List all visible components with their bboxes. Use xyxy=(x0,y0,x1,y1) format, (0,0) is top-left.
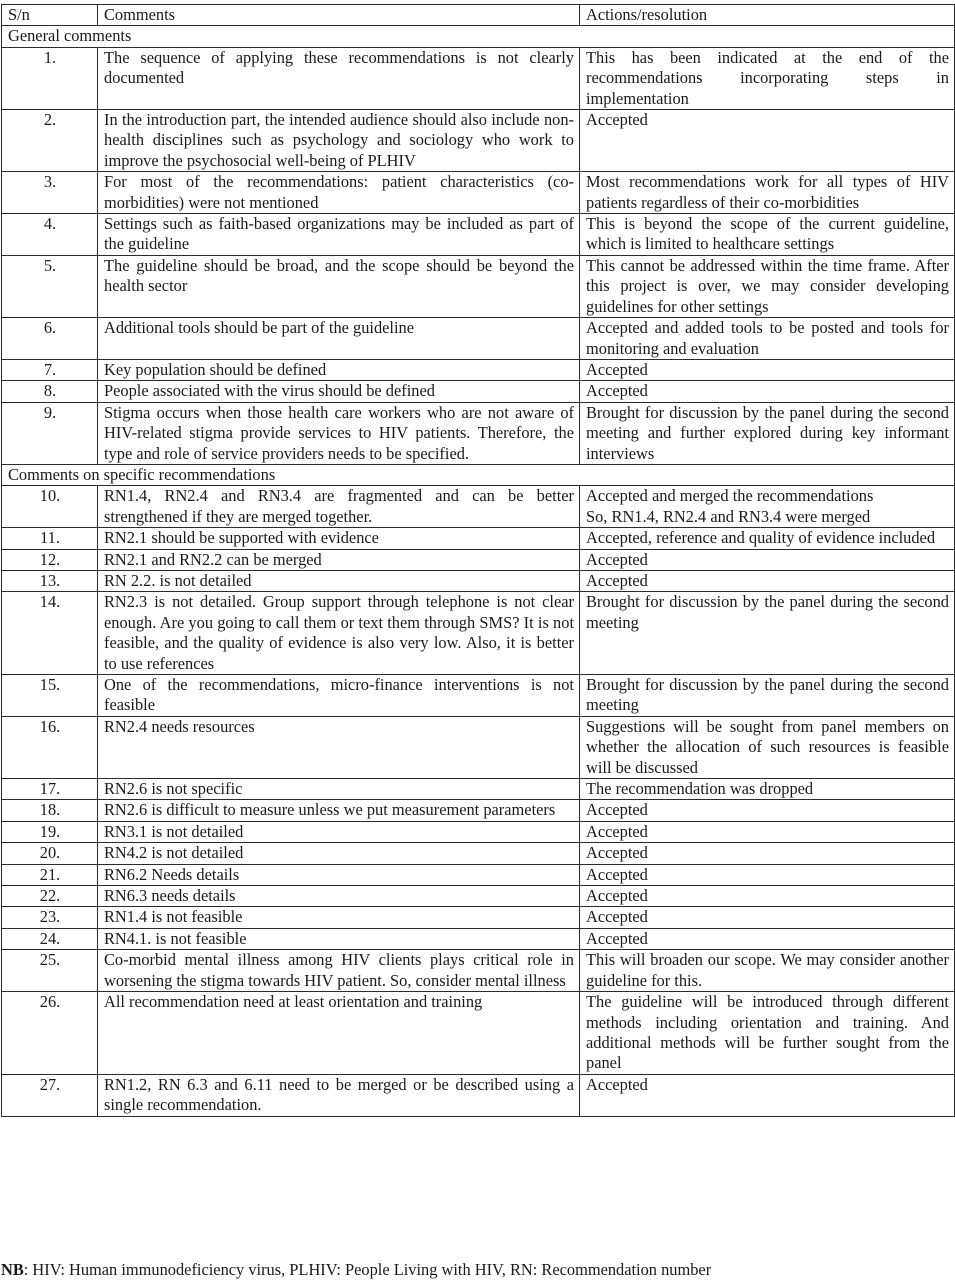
row-number: 27. xyxy=(2,1074,98,1116)
row-number: 25. xyxy=(2,950,98,992)
row-number: 9. xyxy=(2,402,98,464)
row-number: 16. xyxy=(2,716,98,778)
comment-cell: RN6.2 Needs details xyxy=(98,864,580,885)
comments-table xyxy=(1,4,955,1117)
comment-cell: RN2.4 needs resources xyxy=(98,716,580,778)
table-row xyxy=(2,528,955,549)
comment-cell: RN2.6 is not specific xyxy=(98,779,580,800)
action-cell: Accepted and merged the recommendations So, RN1.4, RN2.4 and RN3.4 were merged xyxy=(580,486,955,528)
action-cell: Brought for discussion by the panel during the second meeting xyxy=(580,592,955,675)
action-cell: Suggestions will be sought from panel members on whether the allocation of such resources is feasible will be discussed xyxy=(580,716,955,778)
row-number: 8. xyxy=(2,381,98,402)
table-row xyxy=(2,402,955,464)
action-cell: This has been indicated at the end of the recommendations incorporating steps in implementation xyxy=(580,47,955,109)
row-number: 17. xyxy=(2,779,98,800)
table-body xyxy=(2,26,955,1116)
action-cell: Accepted xyxy=(580,843,955,864)
row-number: 3. xyxy=(2,172,98,214)
comment-cell: RN4.2 is not detailed xyxy=(98,843,580,864)
action-cell: This is beyond the scope of the current guideline, which is limited to healthcare settings xyxy=(580,214,955,256)
row-number: 6. xyxy=(2,318,98,360)
table-row xyxy=(2,907,955,928)
action-cell: Accepted xyxy=(580,864,955,885)
comment-cell: All recommendation need at least orientation and training xyxy=(98,992,580,1075)
row-number: 20. xyxy=(2,843,98,864)
table-header-row xyxy=(2,5,955,26)
comment-cell: Co-morbid mental illness among HIV clients plays critical role in worsening the stigma towards HIV patient. So, consider mental illness xyxy=(98,950,580,992)
table-row xyxy=(2,214,955,256)
row-number: 23. xyxy=(2,907,98,928)
comment-cell: RN2.3 is not detailed. Group support through telephone is not clear enough. Are you going to call them or text them through SMS? It is not feasible, and the quality of evidence is also very low. Also, it is better to use references xyxy=(98,592,580,675)
action-cell: Accepted xyxy=(580,570,955,591)
comment-cell: RN2.1 and RN2.2 can be merged xyxy=(98,549,580,570)
action-cell: Accepted and added tools to be posted and tools for monitoring and evaluation xyxy=(580,318,955,360)
action-cell: Brought for discussion by the panel during the second meeting xyxy=(580,675,955,717)
comment-cell: The guideline should be broad, and the scope should be beyond the health sector xyxy=(98,255,580,317)
table-row xyxy=(2,255,955,317)
table-row xyxy=(2,1074,955,1116)
action-cell: Accepted xyxy=(580,800,955,821)
table-row xyxy=(2,359,955,380)
section-header-row xyxy=(2,464,955,485)
comment-cell: RN3.1 is not detailed xyxy=(98,821,580,842)
comment-cell: RN2.6 is difficult to measure unless we put measurement parameters xyxy=(98,800,580,821)
action-cell: Accepted xyxy=(580,1074,955,1116)
comment-cell: Additional tools should be part of the guideline xyxy=(98,318,580,360)
comment-cell: For most of the recommendations: patient characteristics (co-morbidities) were not mentioned xyxy=(98,172,580,214)
row-number: 26. xyxy=(2,992,98,1075)
row-number: 10. xyxy=(2,486,98,528)
row-number: 15. xyxy=(2,675,98,717)
action-cell: The recommendation was dropped xyxy=(580,779,955,800)
row-number: 13. xyxy=(2,570,98,591)
section-title: Comments on specific recommendations xyxy=(2,464,955,485)
table-row xyxy=(2,779,955,800)
comment-cell: In the introduction part, the intended audience should also include non-health disciplines such as psychology and sociology who work to improve the psychosocial well-being of PLHIV xyxy=(98,110,580,172)
comment-cell: RN 2.2. is not detailed xyxy=(98,570,580,591)
row-number: 19. xyxy=(2,821,98,842)
comment-cell: RN4.1. is not feasible xyxy=(98,928,580,949)
action-cell: Accepted xyxy=(580,821,955,842)
comment-cell: People associated with the virus should be defined xyxy=(98,381,580,402)
action-cell: Accepted xyxy=(580,359,955,380)
table-row xyxy=(2,549,955,570)
action-cell: Accepted xyxy=(580,110,955,172)
header-sn: S/n xyxy=(2,5,98,26)
row-number: 21. xyxy=(2,864,98,885)
table-row xyxy=(2,843,955,864)
comment-cell: One of the recommendations, micro-finance interventions is not feasible xyxy=(98,675,580,717)
comment-cell: Key population should be defined xyxy=(98,359,580,380)
table-row xyxy=(2,381,955,402)
row-number: 12. xyxy=(2,549,98,570)
table-row xyxy=(2,928,955,949)
row-number: 1. xyxy=(2,47,98,109)
table-row xyxy=(2,886,955,907)
table-row xyxy=(2,570,955,591)
comment-cell: RN6.3 needs details xyxy=(98,886,580,907)
comment-cell: RN2.1 should be supported with evidence xyxy=(98,528,580,549)
section-title: General comments xyxy=(2,26,955,47)
table-row xyxy=(2,675,955,717)
table-row xyxy=(2,318,955,360)
comment-cell: Settings such as faith-based organizations may be included as part of the guideline xyxy=(98,214,580,256)
comment-cell: RN1.2, RN 6.3 and 6.11 need to be merged or be described using a single recommendation. xyxy=(98,1074,580,1116)
comment-cell: Stigma occurs when those health care workers who are not aware of HIV-related stigma provide services to HIV patients. Therefore, the type and role of service providers needs to be specified. xyxy=(98,402,580,464)
row-number: 4. xyxy=(2,214,98,256)
footnote-text: : HIV: Human immunodeficiency virus, PLHIV: People Living with HIV, RN: Recommendation number xyxy=(23,1260,712,1279)
table-row xyxy=(2,47,955,109)
table-row xyxy=(2,486,955,528)
row-number: 22. xyxy=(2,886,98,907)
table-row xyxy=(2,800,955,821)
comment-cell: RN1.4, RN2.4 and RN3.4 are fragmented and can be better strengthened if they are merged together. xyxy=(98,486,580,528)
action-cell: This cannot be addressed within the time frame. After this project is over, we may consider developing guidelines for other settings xyxy=(580,255,955,317)
action-cell: Most recommendations work for all types of HIV patients regardless of their co-morbidities xyxy=(580,172,955,214)
action-cell: Brought for discussion by the panel during the second meeting and further explored during key informant interviews xyxy=(580,402,955,464)
header-comments: Comments xyxy=(98,5,580,26)
table-row xyxy=(2,821,955,842)
action-cell: The guideline will be introduced through different methods including orientation and training. And additional methods will be further sought from the panel xyxy=(580,992,955,1075)
row-number: 11. xyxy=(2,528,98,549)
row-number: 14. xyxy=(2,592,98,675)
table-row xyxy=(2,172,955,214)
table-row xyxy=(2,592,955,675)
row-number: 24. xyxy=(2,928,98,949)
table-row xyxy=(2,716,955,778)
row-number: 18. xyxy=(2,800,98,821)
row-number: 5. xyxy=(2,255,98,317)
table-row xyxy=(2,864,955,885)
row-number: 2. xyxy=(2,110,98,172)
comment-cell: The sequence of applying these recommendations is not clearly documented xyxy=(98,47,580,109)
action-cell: Accepted, reference and quality of evidence included xyxy=(580,528,955,549)
section-header-row xyxy=(2,26,955,47)
table-row xyxy=(2,950,955,992)
table-row xyxy=(2,992,955,1075)
header-actions: Actions/resolution xyxy=(580,5,955,26)
action-cell: Accepted xyxy=(580,907,955,928)
action-cell: Accepted xyxy=(580,381,955,402)
action-cell: Accepted xyxy=(580,886,955,907)
footnote xyxy=(1,1260,711,1280)
action-cell: Accepted xyxy=(580,549,955,570)
footnote-label: NB xyxy=(1,1260,24,1279)
row-number: 7. xyxy=(2,359,98,380)
action-cell: This will broaden our scope. We may consider another guideline for this. xyxy=(580,950,955,992)
table-row xyxy=(2,110,955,172)
action-cell: Accepted xyxy=(580,928,955,949)
comment-cell: RN1.4 is not feasible xyxy=(98,907,580,928)
